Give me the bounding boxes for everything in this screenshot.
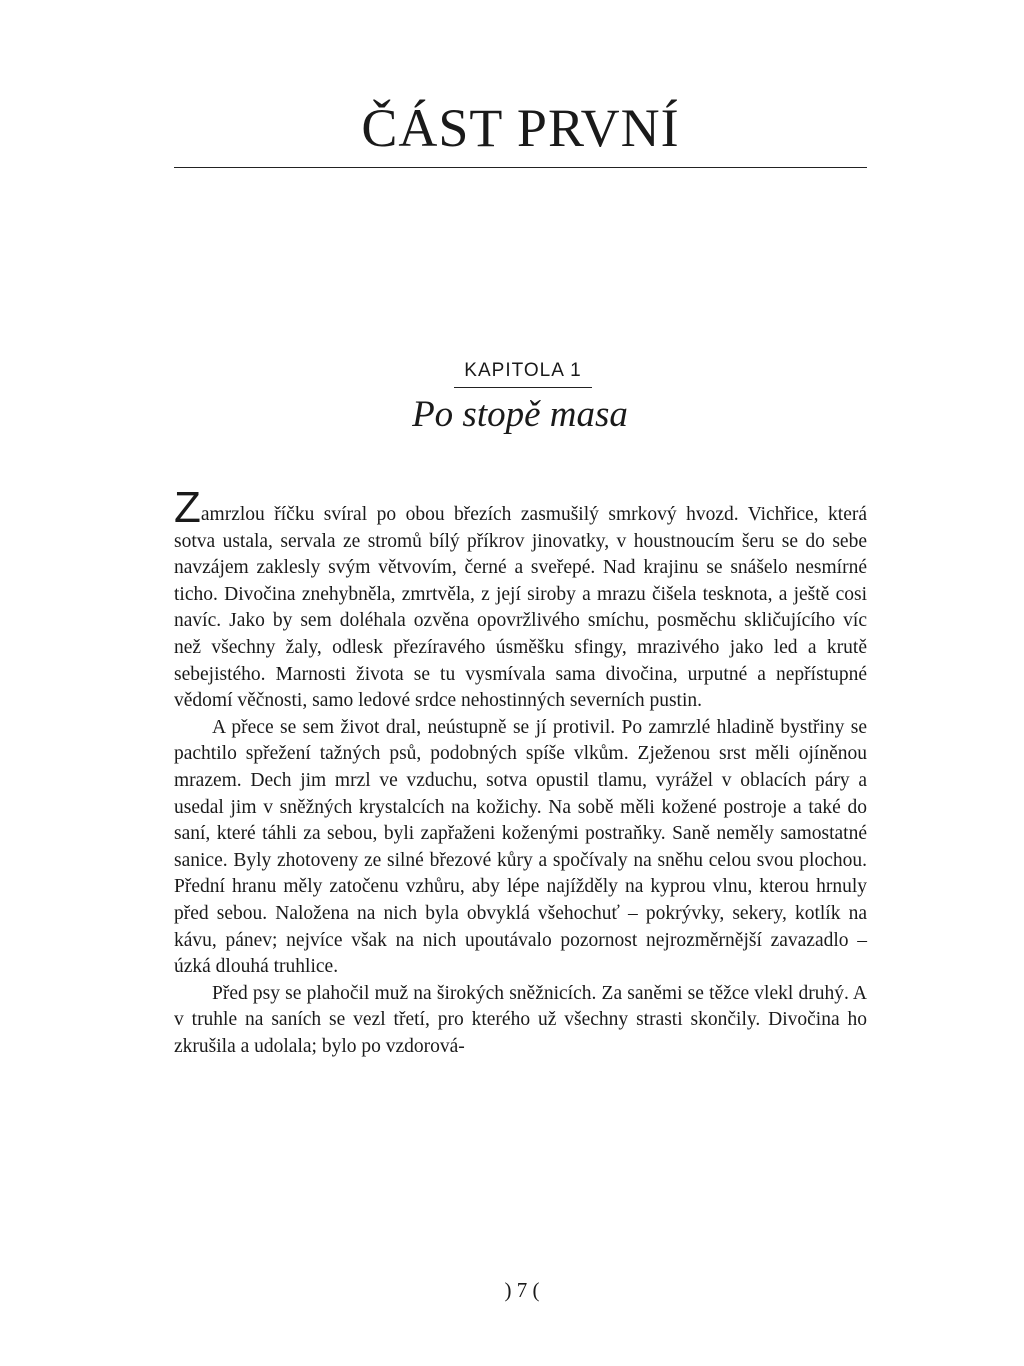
paragraph-2: A přece se sem život dral, neústupně se jí protivil. Po zamrzlé hladině bystřiny se pachtilo spřežení tažných psů, podobných spíše vlkům. Zježenou srst měli ojíněnou mrazem. Dech jim mrzl ve vzduchu, sotva opustil tlamu, vyrážel v oblacích páry a usedal jim v sněžných krystalcích na kožichy. Na sobě měli kožené postroje a také do saní, které táhli za sebou, byli zapřaženi koženými postraňky. Saně neměly samostatné sanice. Byly zhotoveny ze silné březové kůry a spočívaly na sněhu celou svou plochou. Přední hranu měly zatočenu vzhůru, aby lépe najížděly na kyprou vlnu, kterou hrnuly před sebou. Naložena na nich byla obvyklá všehochuť – pokrývky, sekery, kotlík na kávu, pánev; nejvíce však na nich upoutávalo pozornost nejrozměrnější zavazadlo – úzká dlouhá truhlice. — [174, 716, 867, 978]
drop-cap: Z — [174, 483, 201, 532]
chapter-label-rule — [454, 387, 592, 388]
chapter-body — [174, 483, 867, 1060]
page-number: ) 7 ( — [504, 1278, 540, 1302]
part-title-rule — [174, 167, 867, 168]
chapter-label: KAPITOLA 1 — [464, 360, 582, 381]
paragraph-3: Před psy se plahočil muž na širokých sněžnicích. Za saněmi se těžce vlekl druhý. A v truhle na saních se vezl třetí, pro kterého už všechny strasti skončily. Divočina ho zkrušila a udolala; bylo po vzdorová- — [174, 982, 867, 1057]
paragraph-1 — [174, 483, 867, 715]
chapter-title: Po stopě masa — [412, 394, 628, 435]
part-title: ČÁST PRVNÍ — [361, 98, 680, 158]
paragraph-1-text: amrzlou říčku svíral po obou březích zasmušilý smrkový hvozd. Vichřice, která sotva ustala, servala ze stromů bílý příkrov jinovatky, v houstnoucím šeru se do sebe navzájem zaklesly svým větvovím, černé a sveřepé. Nad krajinu se snášelo nesmírné ticho. Divočina znehybněla, zmrtvěla, z její siroby a mrazu čišela tesknota, a ještě cosi navíc. Jako by sem doléhala ozvěna opovržlivého smíchu, posměchu skličujícího víc než všechny žaly, odlesk přezíravého úsměšku sfingy, mrazivého jako led a krutě sebejistého. Marnosti života se tu vysmívala sama divočina, urputné a nepřístupné vědomí věčnosti, samo ledové srdce nehostinných severních pustin. — [174, 504, 867, 712]
